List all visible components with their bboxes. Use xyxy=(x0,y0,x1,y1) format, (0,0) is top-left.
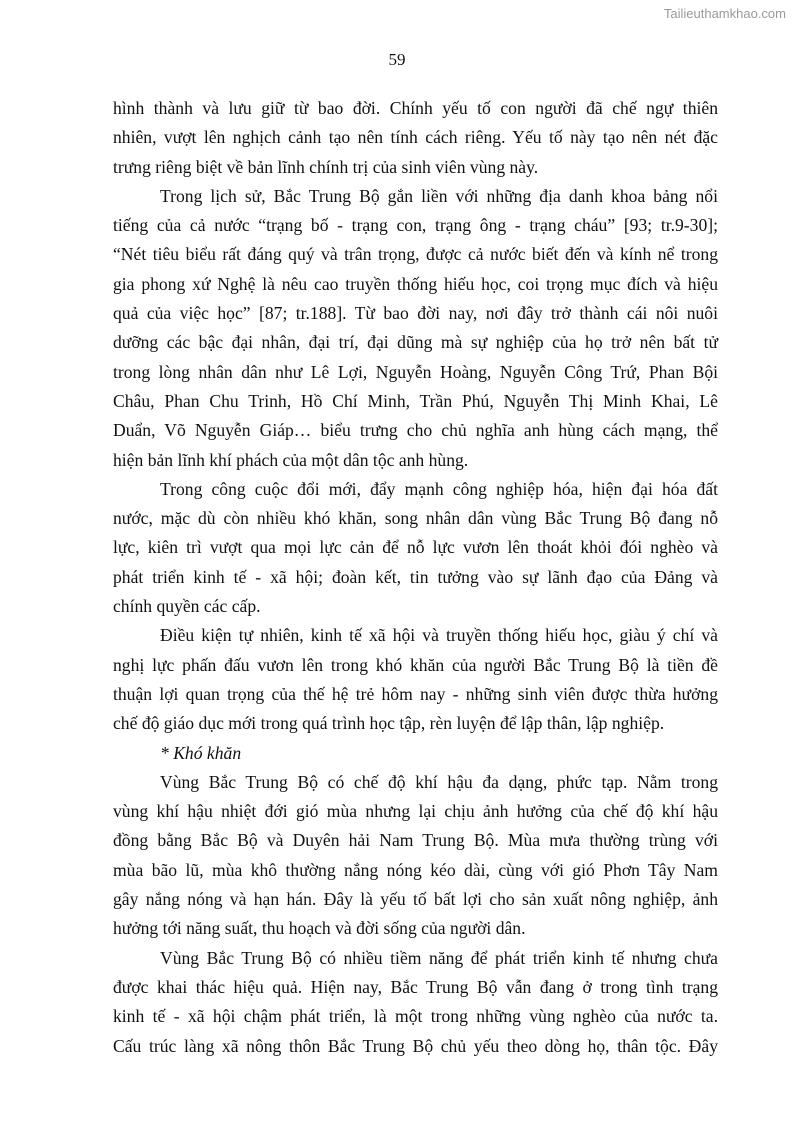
text-line: lực, kiên trì vượt qua mọi lực cản để nỗ lực vươn lên thoát khỏi đói nghèo và xyxy=(113,537,718,558)
section-heading: * Khó khăn xyxy=(160,742,242,763)
text-line: quả của việc học” [87; tr.188]. Từ bao đời nay, nơi đây trở thành cái nôi nuôi xyxy=(113,303,718,324)
text-line: mùa bão lũ, mùa khô thường nắng nóng kéo dài, cùng với gió Phơn Tây Nam xyxy=(113,859,718,880)
text-line: trong lòng nhân dân như Lê Lợi, Nguyễn Hoàng, Nguyễn Công Trứ, Phan Bội xyxy=(113,361,718,382)
text-line: Cấu trúc làng xã nông thôn Bắc Trung Bộ chủ yếu theo dòng họ, thân tộc. Đây xyxy=(113,1035,718,1056)
watermark-text: Tailieuthamkhao.com xyxy=(663,6,786,21)
text-line: Trong công cuộc đổi mới, đẩy mạnh công nghiệp hóa, hiện đại hóa đất xyxy=(160,478,718,499)
text-line: “Nét tiêu biểu rất đáng quý và trân trọng, được cả nước biết đến và kính nể trong xyxy=(113,244,718,265)
text-line: gây nắng nóng và hạn hán. Đây là yếu tố bất lợi cho sản xuất nông nghiệp, ảnh xyxy=(113,889,718,910)
text-line: Điều kiện tự nhiên, kinh tế xã hội và truyền thống hiếu học, giàu ý chí và xyxy=(160,625,718,646)
text-line: Vùng Bắc Trung Bộ có chế độ khí hậu đa dạng, phức tạp. Nằm trong xyxy=(160,771,718,792)
text-line: tiếng của cả nước “trạng bố - trạng con, trạng ông - trạng cháu” [93; tr.9-30]; xyxy=(113,215,718,236)
text-line: được khai thác hiệu quả. Hiện nay, Bắc Trung Bộ vẫn đang ở trong tình trạng xyxy=(113,976,718,997)
text-line: Châu, Phan Chu Trinh, Hồ Chí Minh, Trần Phú, Nguyễn Thị Minh Khai, Lê xyxy=(113,390,718,411)
text-line: Vùng Bắc Trung Bộ có nhiều tiềm năng để phát triển kinh tế nhưng chưa xyxy=(160,947,718,968)
text-line: trưng riêng biệt về bản lĩnh chính trị của sinh viên vùng này. xyxy=(113,156,539,177)
text-line: dưỡng các bậc đại nhân, đại trí, đại dũng mà sự nghiệp của họ trở nên bất tử xyxy=(113,332,718,353)
text-line: Duẩn, Võ Nguyễn Giáp… biểu trưng cho chủ nghĩa anh hùng cách mạng, thể xyxy=(113,420,718,441)
text-line: thuận lợi quan trọng của thế hệ trẻ hôm nay - những sinh viên được thừa hưởng xyxy=(113,683,718,704)
text-line: hiện bản lĩnh khí phách của một dân tộc anh hùng. xyxy=(113,449,469,470)
text-line: gia phong xứ Nghệ là nêu cao truyền thống hiếu học, coi trọng mục đích và hiệu xyxy=(113,273,718,294)
text-line: nghị lực phấn đấu vươn lên trong khó khăn của người Bắc Trung Bộ là tiền đề xyxy=(113,654,718,675)
page-number: 59 xyxy=(388,50,406,69)
text-line: Trong lịch sử, Bắc Trung Bộ gắn liền với những địa danh khoa bảng nổi xyxy=(160,185,718,206)
document-body xyxy=(113,94,718,1061)
text-line: nước, mặc dù còn nhiều khó khăn, song nhân dân vùng Bắc Trung Bộ đang nỗ xyxy=(113,508,718,529)
text-line: phát triển kinh tế - xã hội; đoàn kết, tin tưởng vào sự lãnh đạo của Đảng và xyxy=(113,566,718,587)
text-line: chính quyền các cấp. xyxy=(113,596,261,617)
text-line: hưởng tới năng suất, thu hoạch và đời sống của người dân. xyxy=(113,918,526,939)
text-line: kinh tế - xã hội chậm phát triển, là một trong những vùng nghèo của nước ta. xyxy=(113,1006,718,1027)
text-line: chế độ giáo dục mới trong quá trình học tập, rèn luyện để lập thân, lập nghiệp. xyxy=(113,713,665,734)
text-line: hình thành và lưu giữ từ bao đời. Chính yếu tố con người đã chế ngự thiên xyxy=(113,98,718,118)
text-line: vùng khí hậu nhiệt đới gió mùa nhưng lại chịu ảnh hưởng của chế độ khí hậu xyxy=(113,801,718,822)
text-line: nhiên, vượt lên nghịch cảnh tạo nên tính cách riêng. Yếu tố này tạo nên nét đặc xyxy=(113,127,718,148)
text-line: đồng bằng Bắc Bộ và Duyên hải Nam Trung Bộ. Mùa mưa thường trùng với xyxy=(113,830,718,851)
